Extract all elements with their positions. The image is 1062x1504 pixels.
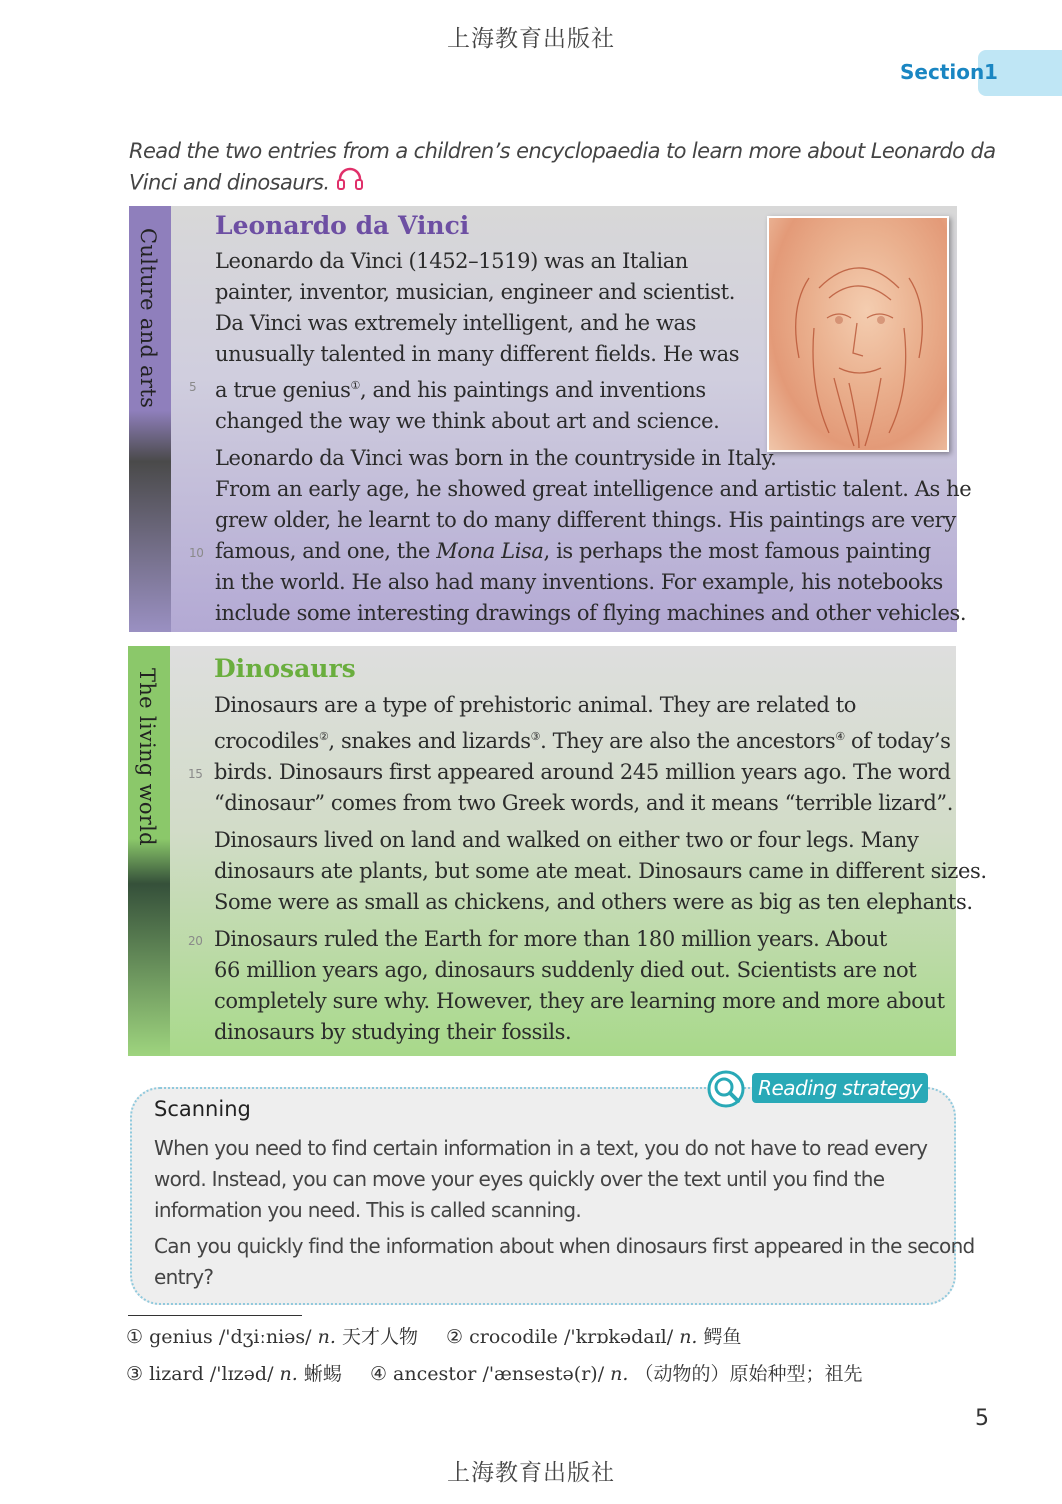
text-line: 20 Dinosaurs ruled the Earth for more than 180 million years. About <box>214 924 987 955</box>
section-number: 1 <box>984 60 998 84</box>
footnote-mark: ① <box>350 379 360 392</box>
strategy-title: Scanning <box>154 1097 251 1121</box>
line-number: 15 <box>188 767 203 781</box>
text-line: Some were as small as chickens, and others were as big as ten elephants. <box>214 890 973 914</box>
paragraph <box>189 246 971 437</box>
category-strip <box>129 206 171 632</box>
paragraph <box>154 1133 944 1226</box>
footnote-mark: ② <box>318 730 329 743</box>
paragraph <box>189 443 972 629</box>
text-line: completely sure why. However, they are learning more and more about <box>214 989 945 1013</box>
text-line: painter, inventor, musician, engineer and scientist. <box>215 280 736 304</box>
entry-dinosaurs <box>128 646 987 1056</box>
text-line: 66 million years ago, dinosaurs suddenly died out. Scientists are not <box>214 958 917 982</box>
glossary-item: ④ ancestor /'ænsestə(r)/ n. （动物的）原始种型；祖先 <box>369 1363 863 1385</box>
text-line: When you need to find certain information in a text, you do not have to read every <box>154 1136 928 1160</box>
glossary-row <box>126 1322 764 1349</box>
painting-title: Mona Lisa <box>436 539 544 563</box>
glossary-item: ② crocodile /'krɒkədaɪl/ n. 鳄鱼 <box>446 1326 742 1348</box>
line-number: 20 <box>188 934 203 948</box>
text-line: 10 famous, and one, the Mona Lisa, is perhaps the most famous painting <box>215 536 971 567</box>
glossary-item: ③ lizard /'lɪzəd/ n. 蜥蜴 <box>126 1363 342 1385</box>
text-line: grew older, he learnt to do many different things. His paintings are very <box>215 508 956 532</box>
text-line: 5 a true genius①, and his paintings and inventions <box>215 370 971 406</box>
text-line: “dinosaur” comes from two Greek words, and it means “terrible lizard”. <box>214 791 954 815</box>
category-label: The living world <box>135 668 159 846</box>
paragraph <box>188 690 987 819</box>
entry-body <box>189 246 972 635</box>
entry-title: Dinosaurs <box>214 654 356 683</box>
intro-text <box>129 136 996 200</box>
text-line: Dinosaurs are a type of prehistoric animal. They are related to <box>214 693 857 717</box>
headphones-icon[interactable] <box>337 167 363 200</box>
paragraph <box>214 825 987 918</box>
intro-line: Read the two entries from a children’s encyclopaedia to learn more about Leonardo da <box>129 139 996 163</box>
text-line: unusually talented in many different fields. He was <box>215 342 740 366</box>
glossary-item: ① genius /'dʒiːniəs/ n. 天才人物 <box>126 1326 418 1348</box>
text-line: crocodiles②, snakes and lizards③. They are also the ancestors④ of today’s <box>214 729 951 753</box>
paragraph <box>154 1231 975 1293</box>
entry-title: Leonardo da Vinci <box>215 211 470 240</box>
footnote-mark: ③ <box>530 730 541 743</box>
text-line: dinosaurs ate plants, but some ate meat. Dinosaurs came in different sizes. <box>214 859 987 883</box>
line-number: 5 <box>189 380 197 394</box>
paragraph <box>188 924 987 1048</box>
footnote-rule <box>128 1315 302 1316</box>
category-label: Culture and arts <box>136 228 160 409</box>
text-line: information you need. This is called scanning. <box>154 1198 581 1222</box>
entry-body <box>188 690 987 1054</box>
text-line: Leonardo da Vinci (1452–1519) was an Italian <box>215 249 688 273</box>
entry-leonardo <box>129 206 972 632</box>
text-line: in the world. He also had many inventions. For example, his notebooks <box>215 570 943 594</box>
text-line: include some interesting drawings of flying machines and other vehicles. <box>215 601 967 625</box>
text-line: changed the way we think about art and science. <box>215 409 720 433</box>
text-line: Da Vinci was extremely intelligent, and he was <box>215 311 697 335</box>
page-number: 5 <box>975 1406 989 1431</box>
text-line: From an early age, he showed great intelligence and artistic talent. As he <box>215 477 972 501</box>
section-label: Section <box>900 60 985 84</box>
text-line: Leonardo da Vinci was born in the countryside in Italy. <box>215 446 777 470</box>
text-line: dinosaurs by studying their fossils. <box>214 1020 572 1044</box>
strategy-text <box>154 1133 975 1298</box>
strategy-tag: Reading strategy <box>752 1073 928 1103</box>
text-line: Dinosaurs lived on land and walked on either two or four legs. Many <box>214 828 919 852</box>
text-line: 15 birds. Dinosaurs first appeared around 245 million years ago. The word <box>214 757 987 788</box>
category-strip <box>128 646 170 1056</box>
footnote-mark: ④ <box>835 730 845 743</box>
publisher-header: 上海教育出版社 <box>447 26 615 52</box>
text-line: word. Instead, you can move your eyes quickly over the text until you find the <box>154 1167 885 1191</box>
publisher-footer: 上海教育出版社 <box>447 1460 615 1486</box>
line-number: 10 <box>189 546 204 560</box>
glossary-row <box>126 1359 884 1386</box>
text-line: entry? <box>154 1265 214 1289</box>
text-line: Can you quickly find the information about when dinosaurs first appeared in the second <box>154 1234 975 1258</box>
intro-line <box>129 167 959 200</box>
intro-line-text: Vinci and dinosaurs. <box>129 170 330 195</box>
